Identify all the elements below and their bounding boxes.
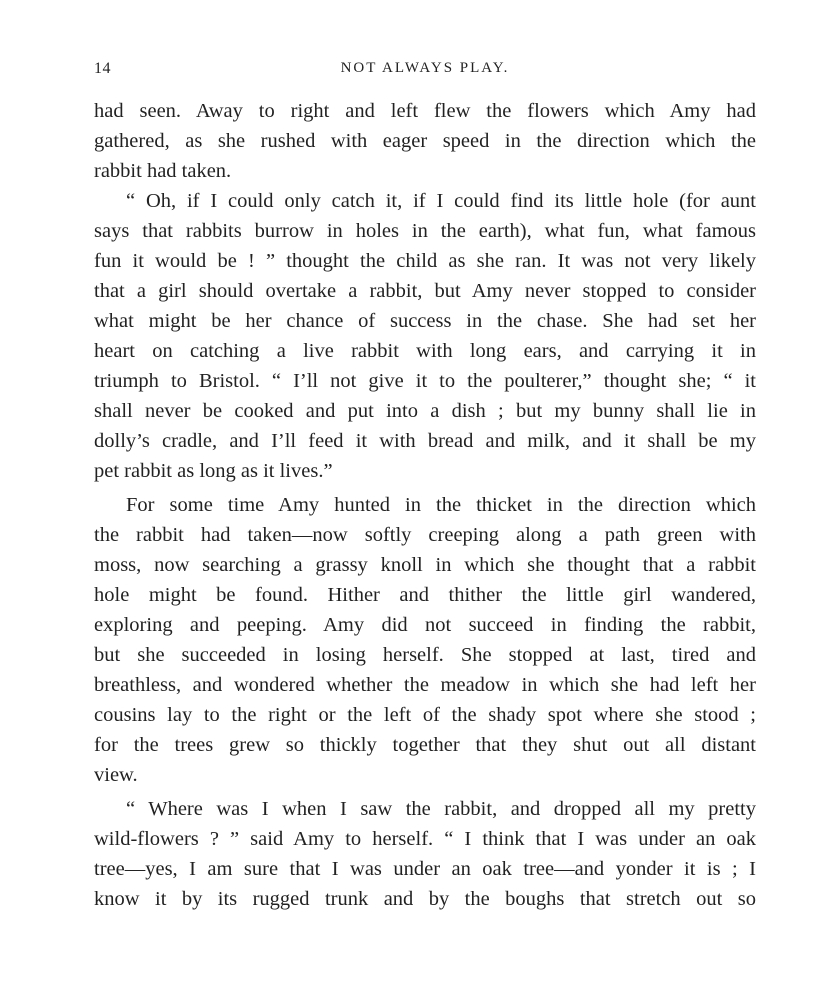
- text-line: rabbit had taken.: [94, 160, 232, 182]
- paragraph: [94, 186, 756, 486]
- page-number: 14: [94, 60, 111, 77]
- text-line: tree—yes, I am sure that I was under an oak tree—and yonder it is ; I: [94, 858, 756, 880]
- text-line: exploring and peeping. Amy did not succeed in finding the rabbit,: [94, 614, 756, 636]
- text-line: fun it would be ! ” thought the child as she ran. It was not very likely: [94, 250, 756, 272]
- text-line: but she succeeded in losing herself. She stopped at last, tired and: [94, 644, 756, 666]
- paragraph: [94, 96, 756, 186]
- body-text: [94, 96, 756, 914]
- text-line: for the trees grew so thickly together that they shut out all distant: [94, 734, 756, 756]
- text-line: pet rabbit as long as it lives.”: [94, 460, 333, 482]
- running-head: [94, 60, 756, 84]
- text-line: cousins lay to the right or the left of the shady spot where she stood ;: [94, 704, 756, 726]
- text-line: For some time Amy hunted in the thicket in the direction which: [126, 494, 756, 516]
- text-line: “ Where was I when I saw the rabbit, and dropped all my pretty: [126, 798, 756, 820]
- text-line: moss, now searching a grassy knoll in which she thought that a rabbit: [94, 554, 756, 576]
- text-line: shall never be cooked and put into a dish ; but my bunny shall lie in: [94, 400, 756, 422]
- text-line: that a girl should overtake a rabbit, but Amy never stopped to consider: [94, 280, 756, 302]
- paragraph: [94, 490, 756, 790]
- text-line: breathless, and wondered whether the meadow in which she had left her: [94, 674, 756, 696]
- text-line: “ Oh, if I could only catch it, if I could find its little hole (for aunt: [126, 190, 756, 212]
- text-line: the rabbit had taken—now softly creeping along a path green with: [94, 524, 756, 546]
- text-line: had seen. Away to right and left flew the flowers which Amy had: [94, 100, 756, 122]
- text-line: view.: [94, 764, 138, 786]
- text-line: know it by its rugged trunk and by the boughs that stretch out so: [94, 888, 756, 910]
- paragraph: [94, 794, 756, 914]
- text-line: says that rabbits burrow in holes in the earth), what fun, what famous: [94, 220, 756, 242]
- text-line: gathered, as she rushed with eager speed in the direction which the: [94, 130, 756, 152]
- text-line: heart on catching a live rabbit with long ears, and carrying it in: [94, 340, 756, 362]
- text-line: dolly’s cradle, and I’ll feed it with bread and milk, and it shall be my: [94, 430, 756, 452]
- text-line: triumph to Bristol. “ I’ll not give it to the poulterer,” thought she; “ it: [94, 370, 756, 392]
- text-line: what might be her chance of success in the chase. She had set her: [94, 310, 756, 332]
- text-line: hole might be found. Hither and thither the little girl wandered,: [94, 584, 756, 606]
- text-line: wild-flowers ? ” said Amy to herself. “ I think that I was under an oak: [94, 828, 756, 850]
- running-title: NOT ALWAYS PLAY.: [340, 60, 510, 76]
